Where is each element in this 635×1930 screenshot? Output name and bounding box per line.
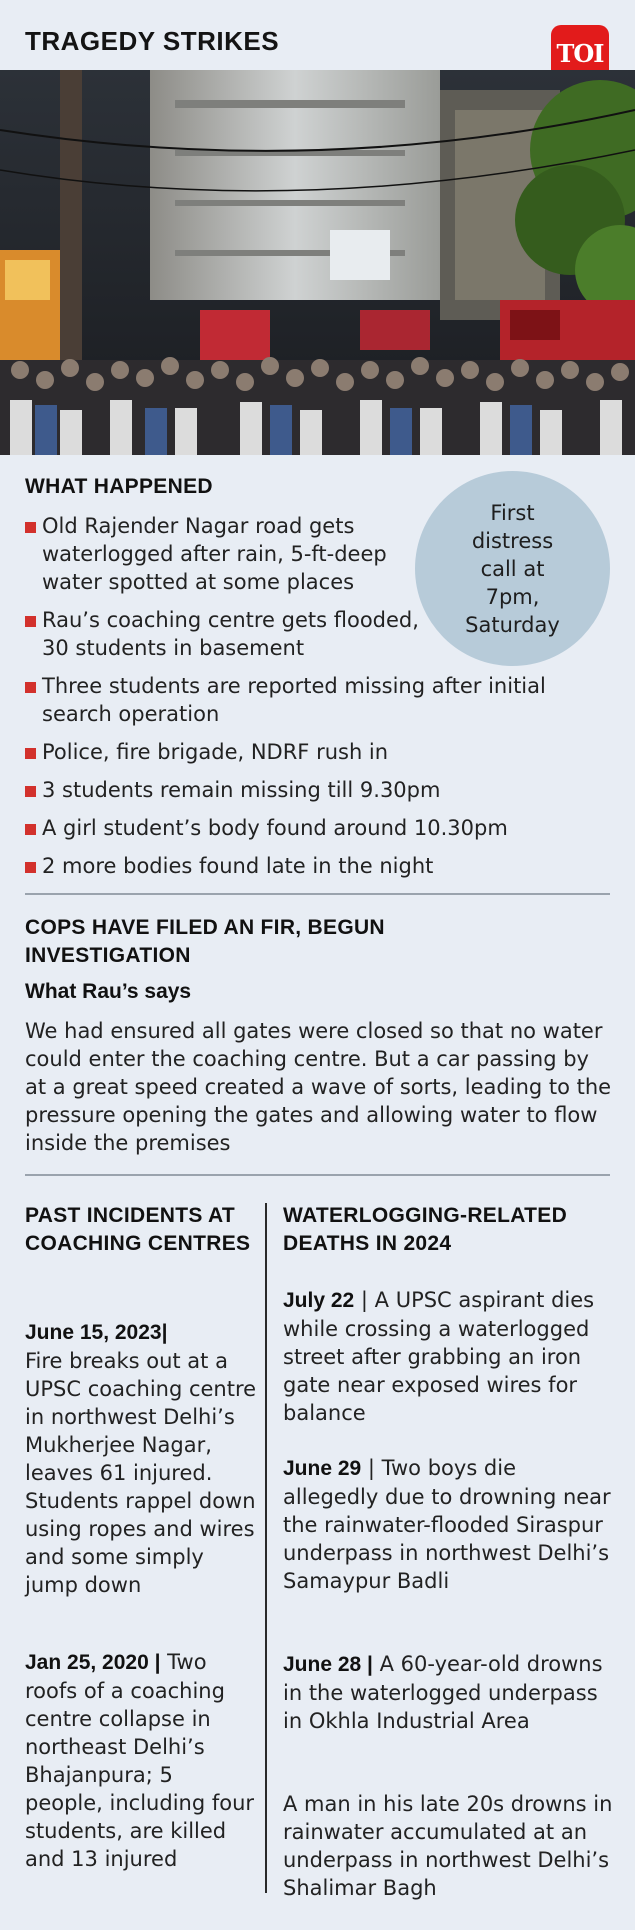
list-item-text: A girl student’s body found around 10.30pm (42, 816, 508, 840)
incident-text: Two roofs of a coaching centre collapse in northeast Delhi’s Bhajanpura; 5 people, including four students, are killed and 13 injured (25, 1650, 255, 1871)
header (0, 0, 635, 70)
list-item (25, 512, 435, 596)
fir-heading: COPS HAVE FILED AN FIR, BEGUN INVESTIGATION (25, 916, 385, 967)
incident-date: Jan 25, 2020 | (25, 1651, 161, 1674)
past-incidents-heading: PAST INCIDENTS AT COACHING CENTRES (25, 1204, 251, 1255)
deaths-2024-heading: WATERLOGGING-RELATED DEATHS IN 2024 (283, 1204, 568, 1255)
list-item-text: 2 more bodies found late in the night (42, 854, 434, 878)
list-item (25, 852, 615, 880)
incident-date: June 15, 2023| (25, 1321, 168, 1344)
death-date: July 22 (283, 1289, 355, 1312)
death-date: June 28 | (283, 1653, 373, 1676)
incident-item (25, 1318, 260, 1599)
bullet-square-icon (25, 682, 36, 693)
toi-logo[interactable]: TOI (551, 25, 609, 83)
bullet-square-icon (25, 748, 36, 759)
bullet-square-icon (25, 862, 36, 873)
list-item (25, 738, 615, 766)
bullet-square-icon (25, 786, 36, 797)
list-item (25, 814, 615, 842)
death-text: | A UPSC aspirant dies while crossing a waterlogged street after grabbing an iron gate near exposed wires for balance (283, 1288, 595, 1425)
divider (25, 1174, 610, 1176)
list-item-text: Police, fire brigade, NDRF rush in (42, 740, 389, 764)
raus-statement: We had ensured all gates were closed so that no water could enter the coaching centre. But a car passing by at a great speed created a wave of sorts, leading to the pressure opening the gates and allowing water to flow inside the premises (25, 1019, 612, 1155)
photo-illustration (0, 70, 635, 455)
death-item (283, 1650, 613, 1735)
death-item (283, 1286, 613, 1427)
distress-call-text: First distress call at 7pm, Saturday (465, 500, 560, 637)
page-title: TRAGEDY STRIKES (25, 26, 280, 56)
incident-text: Fire breaks out at a UPSC coaching centre in northwest Delhi’s Mukherjee Nagar, leaves 61 injured. Students rappel down using ropes and wires and some simply jump down (25, 1349, 257, 1597)
what-happened-heading: WHAT HAPPENED (25, 475, 213, 498)
list-item-text: 3 students remain missing till 9.30pm (42, 778, 441, 802)
column-divider (265, 1203, 267, 1893)
death-item (283, 1790, 613, 1902)
list-item (25, 776, 615, 804)
incident-item (25, 1648, 255, 1873)
bullet-square-icon (25, 522, 36, 533)
distress-call-bubble (415, 471, 610, 666)
divider (25, 893, 610, 895)
list-item (25, 606, 435, 662)
bullet-square-icon (25, 824, 36, 835)
list-item-text: Rau’s coaching centre gets flooded, 30 students in basement (42, 608, 419, 660)
bullet-square-icon (25, 616, 36, 627)
list-item-text: Three students are reported missing after initial search operation (42, 674, 546, 726)
death-text: A 60-year-old drowns in the waterlogged underpass in Okhla Industrial Area (283, 1652, 603, 1733)
death-text: | Two boys die allegedly due to drowning near the rainwater-flooded Siraspur underpass in northwest Delhi’s Samaypur Badli (283, 1456, 611, 1593)
list-item (25, 672, 615, 728)
death-date: June 29 (283, 1457, 362, 1480)
raus-says-subheading: What Rau’s says (25, 980, 192, 1003)
death-item (283, 1454, 613, 1595)
list-item-text: Old Rajender Nagar road gets waterlogged after rain, 5-ft-deep water spotted at some places (42, 514, 387, 594)
death-text: A man in his late 20s drowns in rainwater accumulated at an underpass in northwest Delhi’s Shalimar Bagh (283, 1792, 613, 1900)
crowd-night-photo (0, 70, 635, 455)
